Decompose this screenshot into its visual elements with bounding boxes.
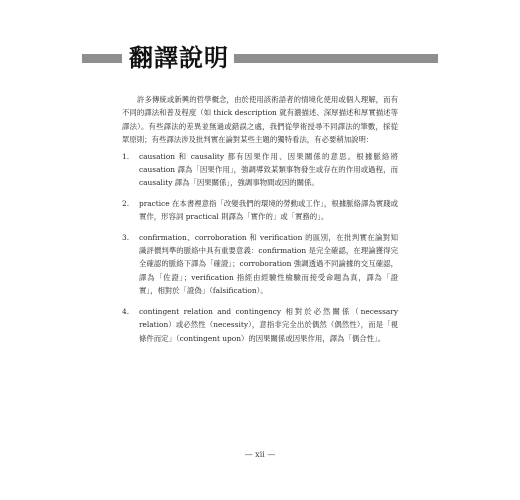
list-item-text: causation 和 causality 都有因果作用、因果關係的意思。根據脈絡將 causation 譯為「因果作用」，強調導致某類事物發生或存在的作用或過程，而 causality 譯為「因果關係」，強調事物間或因的關係。 xyxy=(139,151,398,188)
header-bar-right xyxy=(234,54,438,63)
list-item xyxy=(122,197,398,224)
list-item-text: contingent relation and contingency 相對於必然關係（necessary relation）或必然性（necessity），意指非完全出於偶然（偶然性），而是「視條件而定」（contingent upon）的因果關係或因果作用，譯為「偶合性」。 xyxy=(139,306,398,343)
list-item-number: 2. xyxy=(122,198,130,208)
header-bar-left xyxy=(82,54,122,63)
list-item-number: 1. xyxy=(122,151,130,161)
page-number: — xii — xyxy=(244,450,276,459)
translation-notes-list xyxy=(122,150,398,345)
list-item xyxy=(122,231,398,298)
list-item-text: practice 在本書裡意指「改變我們的環境的勞動或工作」，根據脈絡譯為實踐或實作，形容詞 practical 則譯為「實作的」或「實務的」。 xyxy=(139,198,398,222)
intro-paragraph: 許多傳統或新興的哲學概念，由於使用該術語者的情境化使用或個人理解，而有不同的譯法和普及程度（如 thick description 就有濃描述、深厚描述和厚實描述等譯法）。有些譯法的差異並無過或錯誤之處，我們從學術授尋不同譯法的筆數，採從眾原則；有些譯法涉及批判實在論對某些主題的獨特看法，有必要稍加說明： xyxy=(122,95,398,145)
body-text xyxy=(122,93,398,352)
list-item-number: 3. xyxy=(122,232,130,242)
list-item xyxy=(122,305,398,345)
list-item-text: confirmation、corroboration 和 verification 的區別，在批判實在論對知識評價判準的脈絡中具有重要意義：confirmation 是完全確認，在理論獲得完全確認的脈絡下譯為「確證」；corroboration 強調透過不同論據的交互確認，譯為「佐證」；verification 指經由經驗性檢驗而接受命題為真，譯為「證實」，相對於「證偽」（falsification）。 xyxy=(139,232,398,296)
page-title: 翻譯說明 xyxy=(129,44,229,72)
chapter-header xyxy=(82,38,438,78)
list-item xyxy=(122,150,398,190)
list-item-number: 4. xyxy=(122,306,130,316)
